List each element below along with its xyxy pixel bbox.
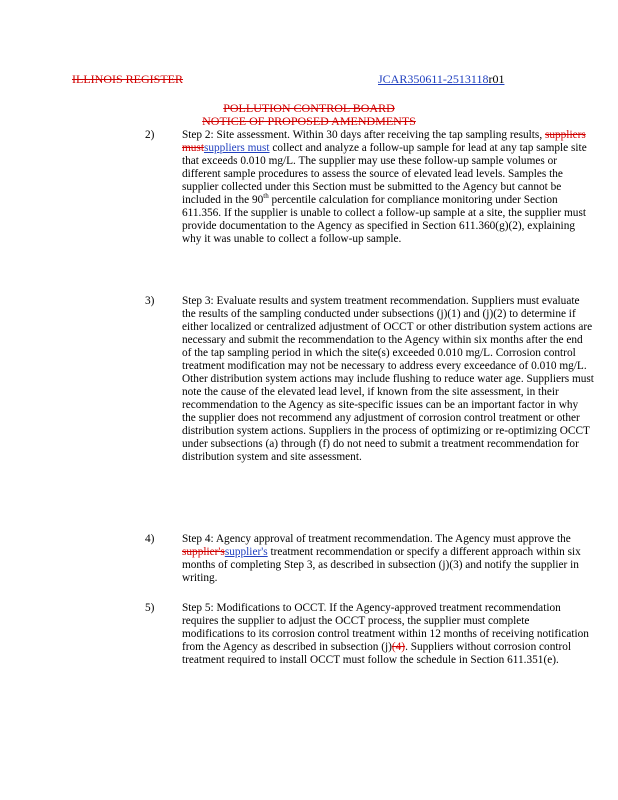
notice-title: NOTICE OF PROPOSED AMENDMENTS bbox=[202, 114, 416, 128]
item-number: 5) bbox=[145, 602, 155, 614]
jcar-reference bbox=[378, 72, 504, 87]
deleted-text: (4) bbox=[391, 641, 406, 653]
item-text: Step 4: Agency approval of treatment recommendation. The Agency must approve the bbox=[182, 533, 571, 545]
register-header-deleted: ILLINOIS REGISTER bbox=[72, 72, 183, 86]
step-4-item bbox=[145, 533, 595, 585]
deleted-text: supplier's bbox=[182, 546, 225, 558]
item-text: Step 5: Modifications to OCCT. If the Agency-approved treatment recommendation requires the supplier to adjust the OCCT process, the supplier must complete modifications to its corrosion control treatment within 12 months of receiving notification from the Agency as described in subsection (j) bbox=[182, 602, 589, 653]
jcar-reference-inserted: JCAR350611-2513118 bbox=[378, 72, 489, 86]
item-text: . Suppliers without corrosion control treatment required to install OCCT must follow the schedule in Section 611.351(e). bbox=[182, 641, 572, 666]
board-title: POLLUTION CONTROL BOARD bbox=[223, 101, 395, 115]
item-number: 2) bbox=[145, 129, 155, 141]
jcar-reference-suffix: r01 bbox=[488, 72, 505, 86]
item-number: 4) bbox=[145, 533, 155, 545]
step-2-item bbox=[145, 129, 595, 246]
item-body bbox=[182, 533, 594, 585]
item-text: Step 3: Evaluate results and system treatment recommendation. Suppliers must evaluate the results of the sampling conducted under subsections (j)(1) and (j)(2) to determine if either localized or centralized adjustment of OCCT or other distribution system actions are necessary and submit the recommendation to the Agency within six months after the end of the tap sampling period in which the site(s) exceeded 0.010 mg/L. Corrosion control treatment modification may not be necessary to address every exceedance of 0.010 mg/L. Other distribution system actions may include flushing to reduce water age. Suppliers must note the cause of the elevated lead level, if known from the site assessment, in their recommendation to the Agency as site-specific issues can be an important factor in why the supplier does not recommend any adjustment of corrosion control treatment or other distribution system actions. Suppliers in the process of optimizing or re-optimizing OCCT under subsections (a) through (f) do not need to submit a treatment recommendation for distribution system and site assessment. bbox=[182, 295, 594, 463]
inserted-text: supplier's bbox=[224, 546, 268, 558]
item-text: Step 2: Site assessment. Within 30 days after receiving the tap sampling results, bbox=[182, 129, 545, 141]
superscript-text: th bbox=[263, 192, 269, 201]
item-number: 3) bbox=[145, 295, 155, 307]
item-text: percentile calculation for compliance monitoring under Section 611.356. If the supplier is unable to collect a follow-up sample at a site, the supplier must provide documentation to the Agency as specified in Section 611.360(g)(2), explaining why it was unable to collect a follow-up sample. bbox=[182, 194, 586, 245]
item-body bbox=[182, 295, 594, 464]
inserted-text: suppliers must bbox=[203, 142, 270, 154]
deleted-text: suppliers must bbox=[182, 129, 586, 154]
item-text: treatment recommendation or specify a different approach within six months of completing Step 3, as described in subsection (j)(3) and notify the supplier in writing. bbox=[182, 546, 581, 584]
step-5-item bbox=[145, 602, 595, 667]
item-body bbox=[182, 602, 594, 667]
item-text: collect and analyze a follow-up sample for lead at any tap sample site that exceeds 0.010 mg/L. The supplier may use these follow-up sample volumes or different sample procedures to assess the source of elevated lead levels. Samples the supplier collected under this Section must be submitted to the Agency but cannot be included in the 90 bbox=[182, 142, 587, 206]
item-body bbox=[182, 129, 594, 246]
step-3-item bbox=[145, 295, 595, 464]
